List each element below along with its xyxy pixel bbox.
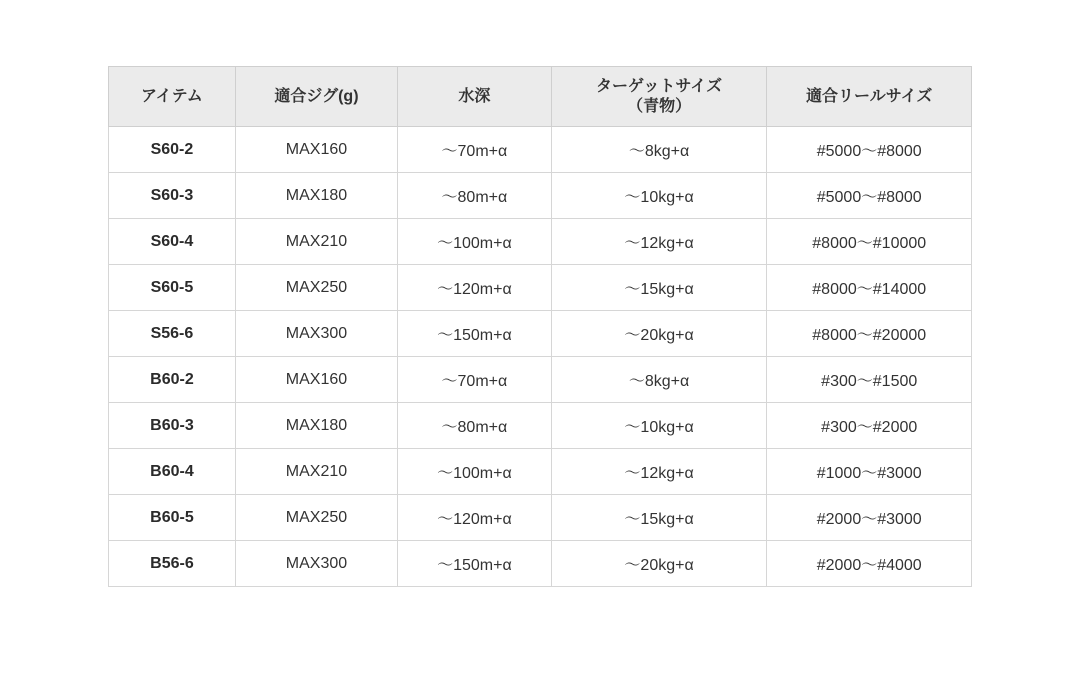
table-row — [109, 495, 972, 541]
cell-depth: ～100m+α — [398, 449, 552, 495]
column-header-reel-size-label: 適合リールサイズ — [806, 87, 933, 105]
cell-target: ～8kg+α — [551, 357, 767, 403]
column-header-item — [109, 67, 236, 127]
column-header-depth-label: 水深 — [458, 87, 491, 105]
cell-jig: MAX180 — [235, 173, 397, 219]
cell-depth: ～80m+α — [398, 173, 552, 219]
cell-depth: ～150m+α — [398, 311, 552, 357]
cell-item: S60-4 — [109, 219, 236, 265]
cell-reel: #300～#1500 — [767, 357, 972, 403]
cell-target: ～10kg+α — [551, 403, 767, 449]
cell-target: ～12kg+α — [551, 219, 767, 265]
cell-jig: MAX250 — [235, 265, 397, 311]
table-row — [109, 357, 972, 403]
table-row — [109, 219, 972, 265]
table-row — [109, 449, 972, 495]
column-header-jig-label: 適合ジグ(g) — [274, 87, 359, 105]
cell-item: S60-2 — [109, 127, 236, 173]
table-body — [109, 127, 972, 587]
cell-jig: MAX300 — [235, 311, 397, 357]
column-header-jig — [235, 67, 397, 127]
cell-depth: ～80m+α — [398, 403, 552, 449]
table-row — [109, 311, 972, 357]
cell-reel: #5000～#8000 — [767, 127, 972, 173]
column-header-target-size-label: ターゲットサイズ — [596, 77, 723, 95]
cell-target: ～8kg+α — [551, 127, 767, 173]
cell-target: ～10kg+α — [551, 173, 767, 219]
cell-item: B56-6 — [109, 541, 236, 587]
column-header-target-size-sublabel: （青物） — [627, 97, 692, 115]
cell-depth: ～120m+α — [398, 495, 552, 541]
cell-jig: MAX210 — [235, 219, 397, 265]
cell-reel: #2000～#3000 — [767, 495, 972, 541]
cell-depth: ～120m+α — [398, 265, 552, 311]
spec-table-container — [108, 66, 972, 587]
rod-spec-table — [108, 66, 972, 587]
column-header-depth — [398, 67, 552, 127]
cell-reel: #300～#2000 — [767, 403, 972, 449]
table-row — [109, 173, 972, 219]
cell-jig: MAX210 — [235, 449, 397, 495]
column-header-reel-size — [767, 67, 972, 127]
cell-target: ～20kg+α — [551, 311, 767, 357]
cell-item: S56-6 — [109, 311, 236, 357]
cell-item: S60-3 — [109, 173, 236, 219]
table-row — [109, 127, 972, 173]
table-header — [109, 67, 972, 127]
cell-reel: #8000～#10000 — [767, 219, 972, 265]
cell-jig: MAX300 — [235, 541, 397, 587]
cell-reel: #5000～#8000 — [767, 173, 972, 219]
cell-reel: #1000～#3000 — [767, 449, 972, 495]
table-row — [109, 403, 972, 449]
cell-depth: ～100m+α — [398, 219, 552, 265]
cell-reel: #2000～#4000 — [767, 541, 972, 587]
cell-target: ～12kg+α — [551, 449, 767, 495]
cell-item: S60-5 — [109, 265, 236, 311]
cell-reel: #8000～#20000 — [767, 311, 972, 357]
column-header-item-label: アイテム — [141, 87, 203, 105]
table-row — [109, 265, 972, 311]
header-row — [109, 67, 972, 127]
cell-depth: ～70m+α — [398, 127, 552, 173]
table-row — [109, 541, 972, 587]
cell-target: ～15kg+α — [551, 265, 767, 311]
cell-depth: ～70m+α — [398, 357, 552, 403]
cell-target: ～20kg+α — [551, 541, 767, 587]
cell-item: B60-2 — [109, 357, 236, 403]
cell-item: B60-5 — [109, 495, 236, 541]
cell-reel: #8000～#14000 — [767, 265, 972, 311]
cell-item: B60-3 — [109, 403, 236, 449]
cell-target: ～15kg+α — [551, 495, 767, 541]
cell-jig: MAX160 — [235, 127, 397, 173]
cell-jig: MAX180 — [235, 403, 397, 449]
cell-depth: ～150m+α — [398, 541, 552, 587]
cell-item: B60-4 — [109, 449, 236, 495]
cell-jig: MAX160 — [235, 357, 397, 403]
cell-jig: MAX250 — [235, 495, 397, 541]
column-header-target-size — [551, 67, 767, 127]
